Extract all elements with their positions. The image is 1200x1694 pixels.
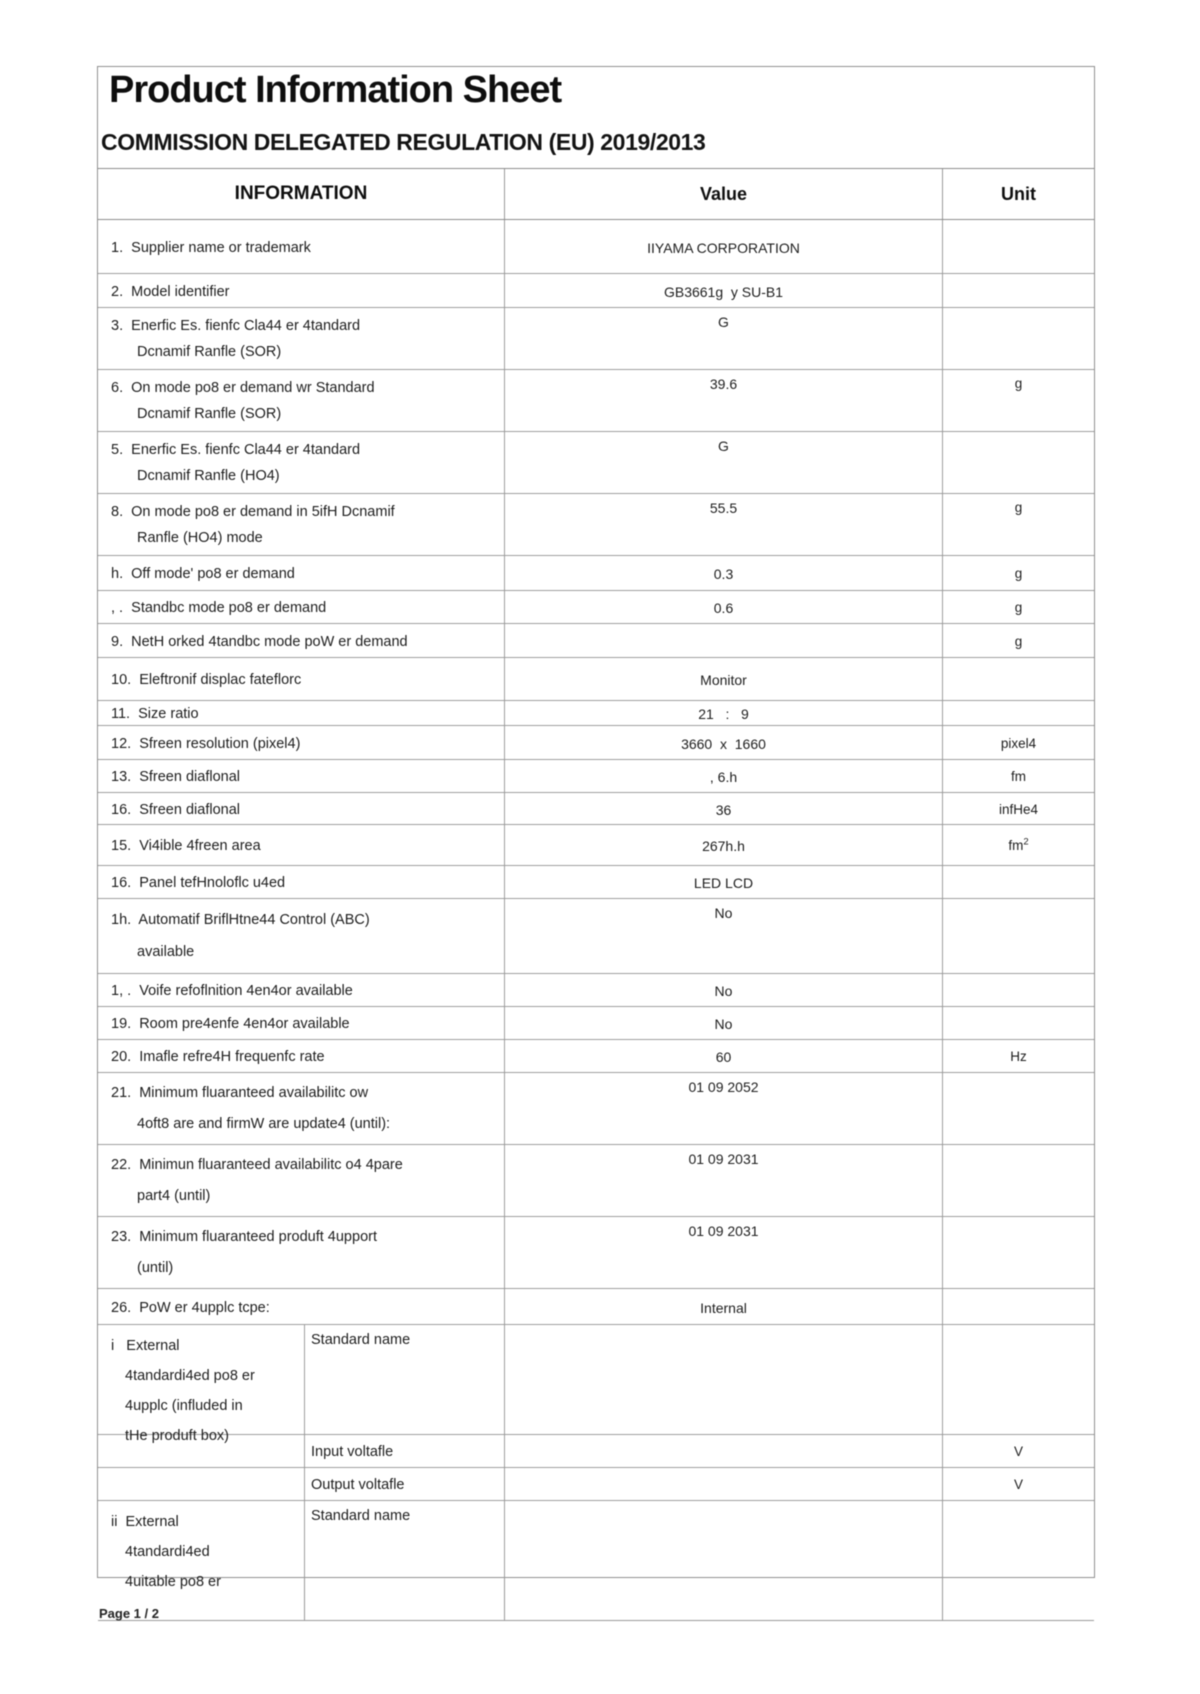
row-label-line: 26. PoW er 4upplc tcpe: <box>111 1300 270 1316</box>
row-unit <box>943 974 1094 1006</box>
table-row <box>98 432 1094 494</box>
row-value: 36 <box>505 793 943 824</box>
row-unit: g <box>1014 634 1023 649</box>
unit-superscript: 2 <box>1023 836 1029 848</box>
row-value: Internal <box>505 1289 943 1324</box>
table-row <box>98 1289 1094 1325</box>
header-value: Value <box>505 169 943 219</box>
row-value: No <box>505 974 943 1006</box>
title-block <box>98 67 1094 169</box>
row-unit <box>943 308 1094 369</box>
row-left-label-line: 4uitable po8 er <box>125 1574 221 1590</box>
page-number: Page 1 / 2 <box>99 1606 159 1621</box>
row-label-line: Ranfle (HO4) mode <box>137 530 263 546</box>
row-left-label-line: 4tandardi4ed <box>125 1544 210 1560</box>
row-unit <box>943 1289 1094 1324</box>
table-row <box>98 760 1094 793</box>
row-label-line: 19. Room pre4enfe 4en4or available <box>111 1016 350 1032</box>
row-value: 01 09 2052 <box>505 1073 943 1144</box>
table-row <box>98 899 1094 974</box>
row-value: 0.6 <box>505 591 943 623</box>
row-left-label-line: ii External <box>111 1514 179 1530</box>
row-label-line: 5. Enerfic Es. fienfc Cla44 er 4tandard <box>111 442 361 458</box>
row-sub-label: Standard name <box>305 1501 505 1620</box>
row-value: No <box>505 1007 943 1039</box>
table-row <box>98 220 1094 274</box>
row-label-line: 13. Sfreen diaflonal <box>111 769 240 785</box>
row-value: Monitor <box>505 658 943 700</box>
row-label <box>98 220 505 273</box>
row-unit <box>943 1325 1094 1434</box>
row-label <box>98 1217 505 1288</box>
row-label-line: 11. Size ratio <box>111 706 199 722</box>
row-label-line: 16. Sfreen diaflonal <box>111 802 240 818</box>
row-value: G <box>505 432 943 493</box>
row-label-line: , . Standbc mode po8 er demand <box>111 600 327 616</box>
row-label <box>98 1073 505 1144</box>
table-row <box>98 1501 1094 1621</box>
row-left-label-line: tHe produft box) <box>125 1428 229 1444</box>
row-label <box>98 658 505 700</box>
row-left-label <box>98 1435 305 1467</box>
row-unit: V <box>1013 1477 1023 1492</box>
row-label-line: Dcnamif Ranfle (HO4) <box>137 468 280 484</box>
table-row <box>98 866 1094 899</box>
row-sub-label: Standard name <box>305 1325 505 1434</box>
row-value: 01 09 2031 <box>505 1217 943 1288</box>
row-label-line: 6. On mode po8 er demand wr Standard <box>111 380 375 396</box>
row-value <box>505 1435 943 1467</box>
row-label <box>98 726 505 759</box>
row-label-line: (until) <box>137 1260 174 1276</box>
row-unit <box>943 658 1094 700</box>
row-unit <box>943 220 1094 273</box>
table-header-row <box>98 169 1094 220</box>
row-label-line: 3. Enerfic Es. fienfc Cla44 er 4tandard <box>111 318 361 334</box>
row-unit <box>943 899 1094 973</box>
row-value <box>505 1325 943 1434</box>
table-row <box>98 1468 1094 1501</box>
row-label-line: 16. Panel tefHnoloflc u4ed <box>111 875 286 891</box>
row-label <box>98 825 505 865</box>
table-row <box>98 1325 1094 1444</box>
row-unit: g <box>1014 500 1023 515</box>
row-label-line: h. Off mode' po8 er demand <box>111 566 295 582</box>
table-row <box>98 825 1094 866</box>
row-label <box>98 591 505 623</box>
row-label <box>98 793 505 824</box>
row-label <box>98 1007 505 1039</box>
row-unit: g <box>1014 376 1023 391</box>
row-value: 01 09 2031 <box>505 1145 943 1216</box>
row-label-line: 1, . Voife refoflnition 4en4or available <box>111 983 353 999</box>
table-row <box>98 701 1094 726</box>
table-row <box>98 591 1094 624</box>
table-row <box>98 793 1094 825</box>
row-unit <box>943 432 1094 493</box>
row-unit <box>943 1007 1094 1039</box>
row-label-line: 2. Model identifier <box>111 284 230 300</box>
row-label-line: 22. Minimun fluaranteed availabilitc o4 4pare <box>111 1157 403 1173</box>
row-value <box>505 1468 943 1500</box>
row-value: No <box>505 899 943 973</box>
row-label <box>98 899 505 973</box>
row-label <box>98 432 505 493</box>
row-label-line: 23. Minimum fluaranteed produft 4upport <box>111 1229 377 1245</box>
row-value: 21 : 9 <box>505 701 943 725</box>
row-left-label-line: 4tandardi4ed po8 er <box>125 1368 255 1384</box>
page-title: Product Information Sheet <box>109 69 562 111</box>
row-label-line: Dcnamif Ranfle (SOR) <box>137 406 282 422</box>
row-value: LED LCD <box>505 866 943 898</box>
row-unit <box>943 274 1094 307</box>
row-value: 60 <box>505 1040 943 1072</box>
table-row <box>98 658 1094 701</box>
table-row <box>98 1217 1094 1289</box>
row-label <box>98 370 505 431</box>
row-unit: infHe4 <box>998 802 1039 817</box>
row-unit: $fm^2$ <box>1008 836 1029 853</box>
row-label-line: 4oft8 are and firmW are update4 (until): <box>137 1116 391 1132</box>
row-label-line: 8. On mode po8 er demand in 5ifH Dcnamif <box>111 504 395 520</box>
table-row <box>98 308 1094 370</box>
row-left-label <box>98 1468 305 1500</box>
table-row <box>98 726 1094 760</box>
table-row <box>98 494 1094 556</box>
row-value: , 6.h <box>505 760 943 792</box>
row-value: 39.6 <box>505 370 943 431</box>
table-row <box>98 1007 1094 1040</box>
row-label-line: 1. Supplier name or trademark <box>111 240 311 256</box>
row-label <box>98 1040 505 1072</box>
row-unit <box>943 866 1094 898</box>
table-row <box>98 1145 1094 1217</box>
row-value: 55.5 <box>505 494 943 555</box>
row-label-line: Dcnamif Ranfle (SOR) <box>137 344 282 360</box>
row-label <box>98 494 505 555</box>
row-label-line: 10. Eleftronif displac fateflorc <box>111 672 302 688</box>
row-label-line: 12. Sfreen resolution (pixel4) <box>111 736 301 752</box>
row-value: 3660 x 1660 <box>505 726 943 759</box>
row-left-label-line: 4upplc (influded in <box>125 1398 243 1414</box>
row-unit: g <box>1014 600 1023 615</box>
row-label-line: part4 (until) <box>137 1188 211 1204</box>
row-unit <box>943 1217 1094 1288</box>
table-row <box>98 1435 1094 1468</box>
row-value: G <box>505 308 943 369</box>
row-label <box>98 974 505 1006</box>
sheet-frame <box>97 66 1095 1590</box>
row-unit: fm <box>1011 769 1026 784</box>
row-label-line: 1h. Automatif BriflHtne44 Control (ABC) <box>111 912 370 928</box>
row-label-line: 20. Imafle refre4H frequenfc rate <box>111 1049 325 1065</box>
row-unit <box>943 1145 1094 1216</box>
row-label <box>98 701 505 725</box>
row-sub-label: Input voltafle <box>305 1435 505 1467</box>
row-value: 0.3 <box>505 556 943 590</box>
row-left-label <box>98 1325 305 1444</box>
row-unit <box>943 1501 1094 1620</box>
table-row <box>98 556 1094 591</box>
row-label-line: 15. Vi4ible 4freen area <box>111 838 261 854</box>
row-label <box>98 556 505 590</box>
table-row <box>98 370 1094 432</box>
row-value <box>505 1501 943 1620</box>
row-value: IIYAMA CORPORATION <box>505 220 943 273</box>
table-row <box>98 1073 1094 1145</box>
row-value: GB3661g y SU-B1 <box>505 274 943 307</box>
row-label <box>98 624 505 657</box>
row-unit <box>943 701 1094 725</box>
table-row <box>98 624 1094 658</box>
row-sub-label: Output voltafle <box>305 1468 505 1500</box>
header-information: INFORMATION <box>98 169 505 219</box>
row-unit: V <box>1013 1444 1023 1459</box>
row-label <box>98 866 505 898</box>
row-label <box>98 1145 505 1216</box>
row-unit: pixel4 <box>1000 736 1037 751</box>
row-label <box>98 308 505 369</box>
table-body <box>98 220 1094 1590</box>
table-row <box>98 1040 1094 1073</box>
row-label <box>98 760 505 792</box>
row-left-label <box>98 1501 305 1620</box>
table-row <box>98 274 1094 308</box>
row-unit: g <box>1014 566 1023 581</box>
row-label-line: 9. NetH orked 4tandbc mode poW er demand <box>111 634 408 650</box>
header-unit: Unit <box>1001 183 1036 204</box>
row-label-line: 21. Minimum fluaranteed availabilitc ow <box>111 1085 369 1101</box>
row-left-label-line: i External <box>111 1338 180 1354</box>
table-row <box>98 974 1094 1007</box>
row-label <box>98 1289 505 1324</box>
regulation-subtitle: COMMISSION DELEGATED REGULATION (EU) 2019/2013 <box>101 129 706 155</box>
row-value <box>505 624 943 657</box>
row-unit: Hz <box>1010 1049 1027 1064</box>
row-label-line: available <box>137 944 195 960</box>
row-unit <box>943 1073 1094 1144</box>
row-value: 267h.h <box>505 825 943 865</box>
row-label <box>98 274 505 307</box>
